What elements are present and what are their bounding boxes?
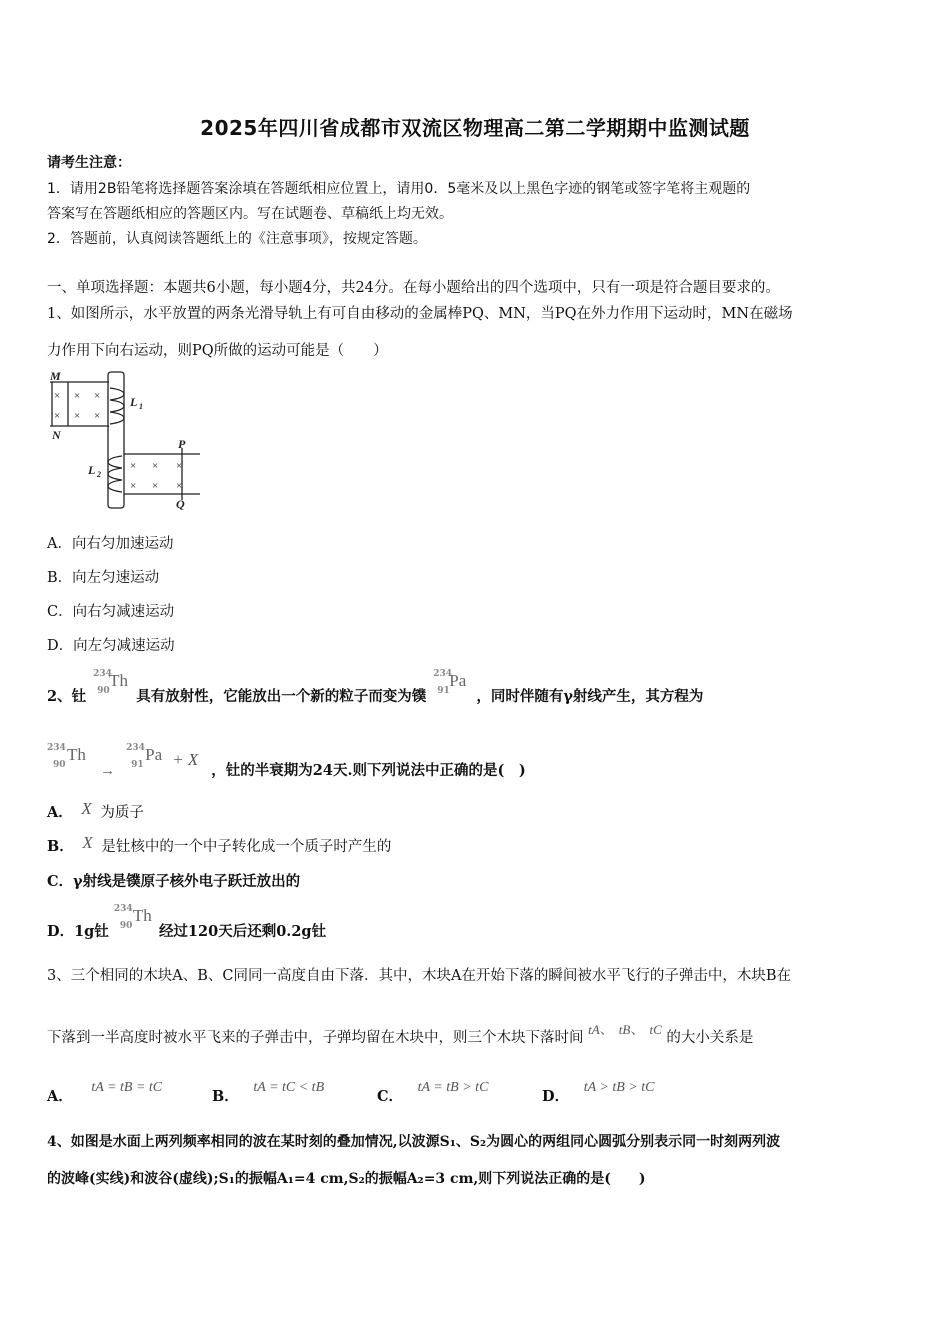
page-title: 2025年四川省成都市双流区物理高二第二学期期中监测试题 bbox=[200, 116, 750, 140]
q3-stem-line-2 bbox=[47, 1022, 754, 1047]
q3-option-d-expr: tA > tB > tC bbox=[583, 1080, 655, 1095]
q2-option-b-label: B． bbox=[47, 838, 74, 855]
notice-line-2: 答案写在答题纸相应的答题区内。写在试题卷、草稿纸上均无效。 bbox=[47, 206, 453, 222]
q2-option-d-pre: D．1g钍 bbox=[47, 923, 109, 940]
q3-option-a bbox=[47, 1080, 163, 1106]
q3-option-b-expr: tA = tC < tB bbox=[253, 1080, 325, 1095]
q3-option-b bbox=[212, 1080, 325, 1106]
q1-stem-line-2: 力作用下向右运动，则PQ所做的运动可能是（ ） bbox=[47, 343, 388, 359]
eq-plus: + bbox=[173, 750, 183, 769]
q2-option-d bbox=[47, 904, 327, 941]
q1-circuit-figure bbox=[44, 368, 206, 510]
eq-pa-z: 91 bbox=[131, 760, 144, 770]
q3-option-a-label: A． bbox=[47, 1088, 73, 1105]
q2-option-a bbox=[47, 801, 144, 822]
q3-sep-1: 、 bbox=[599, 1022, 615, 1038]
eq-pa-mass: 234 bbox=[126, 743, 145, 753]
eq-pa bbox=[126, 743, 168, 775]
q3-option-c-expr: tA = tB > tC bbox=[417, 1080, 489, 1095]
d-th-symbol: Th bbox=[132, 906, 152, 925]
q3-stem-line-1: 3、三个相同的木块A、B、C同同一高度自由下落．其中，木块A在开始下落的瞬间被水平飞行的子弹击中，木块B在 bbox=[47, 968, 792, 984]
eq-th-mass: 234 bbox=[47, 743, 66, 753]
pa-mass: 234 bbox=[433, 669, 453, 679]
pa-z: 91 bbox=[437, 686, 450, 696]
eq-arrow: → bbox=[100, 763, 116, 779]
q3-sep-2: 、 bbox=[630, 1022, 645, 1038]
d-th-mass: 234 bbox=[113, 904, 133, 914]
nuclide-pa bbox=[431, 669, 471, 701]
eq-th-z: 90 bbox=[53, 760, 66, 770]
q2-option-a-text: 为质子 bbox=[100, 805, 144, 821]
q4-stem-line-1: 4、如图是水面上两列频率相同的波在某时刻的叠加情况,以波源S₁、S₂为圆心的两组同心圆弧分别表示同一时刻两列波 bbox=[47, 1134, 781, 1150]
field-cross: × bbox=[152, 480, 159, 492]
field-cross: × bbox=[130, 460, 137, 472]
q2-option-b-x: X bbox=[82, 833, 93, 852]
th-mass: 234 bbox=[93, 669, 112, 679]
field-cross: × bbox=[54, 410, 61, 422]
label-L1-sub: 1 bbox=[139, 402, 143, 411]
q4-stem-line-2: 的波峰(实线)和波谷(虚线);S₁的振幅A₁=4 cm,S₂的振幅A₂=3 cm,则下列说法正确的是( ) bbox=[47, 1171, 646, 1187]
q2-option-d-th bbox=[113, 904, 154, 936]
q2-option-a-x: X bbox=[81, 799, 92, 818]
q2-option-d-post: 经过120天后还剩0.2g钍 bbox=[158, 923, 327, 940]
q3-option-d-label: D． bbox=[542, 1088, 570, 1105]
eq-th-symbol: Th bbox=[67, 745, 86, 764]
q2-suffix: ，同时伴随有γ射线产生，其方程为 bbox=[476, 688, 704, 705]
field-cross: × bbox=[74, 390, 81, 402]
q1-option-a: A．向右匀加速运动 bbox=[47, 536, 174, 552]
q2-option-a-label: A． bbox=[47, 804, 73, 821]
section-heading: 一、单项选择题：本题共6小题，每小题4分，共24分。在每小题给出的四个选项中，只有一项是符合题目要求的。 bbox=[47, 280, 780, 296]
field-cross: × bbox=[94, 410, 101, 422]
notice-heading: 请考生注意： bbox=[47, 155, 131, 171]
label-L2: L bbox=[88, 463, 96, 477]
label-N: N bbox=[52, 428, 61, 442]
notice-line-3: 2．答题前，认真阅读答题纸上的《注意事项》，按规定答题。 bbox=[47, 231, 427, 247]
notice-line-1: 1．请用2B铅笔将选择题答案涂填在答题纸相应位置上，请用0．5毫米及以上黑色字迹的钢笔或签字笔将主观题的 bbox=[47, 181, 751, 197]
th-z: 90 bbox=[97, 686, 110, 696]
label-Q: Q bbox=[176, 497, 185, 510]
q3-tB: tB bbox=[618, 1022, 631, 1037]
q3-option-a-expr: tA = tB = tC bbox=[91, 1080, 163, 1095]
q1-stem-line-1: 1、如图所示，水平放置的两条光滑导轨上有可自由移动的金属棒PQ、MN，当PQ在外力作用下运动时，MN在磁场 bbox=[47, 306, 793, 322]
q3-line2-post: 的大小关系是 bbox=[666, 1030, 754, 1046]
q3-option-d bbox=[542, 1080, 655, 1106]
label-L1: L bbox=[130, 395, 138, 409]
field-cross: × bbox=[94, 390, 101, 402]
field-cross: × bbox=[176, 460, 183, 472]
label-L2-sub: 2 bbox=[97, 470, 101, 479]
field-cross: × bbox=[74, 410, 81, 422]
nuclide-th bbox=[91, 669, 131, 701]
eq-pa-symbol: Pa bbox=[145, 745, 163, 764]
q1-option-b: B．向左匀速运动 bbox=[47, 570, 160, 586]
th-symbol: Th bbox=[109, 671, 129, 690]
label-P: P bbox=[178, 437, 186, 451]
q2-option-c: C．γ射线是镤原子核外电子跃迁放出的 bbox=[47, 873, 301, 890]
q2-prefix: 2、钍 bbox=[47, 688, 87, 705]
q3-option-b-label: B． bbox=[212, 1088, 239, 1105]
q1-option-d: D．向左匀减速运动 bbox=[47, 638, 175, 654]
d-th-z: 90 bbox=[119, 921, 133, 931]
q2-option-b-text: 是钍核中的一个中子转化成一个质子时产生的 bbox=[101, 839, 392, 855]
field-cross: × bbox=[130, 480, 137, 492]
q1-option-c: C．向右匀减速运动 bbox=[47, 604, 175, 620]
q3-option-c-label: C． bbox=[377, 1088, 404, 1105]
q3-tA: tA bbox=[588, 1022, 600, 1037]
q2-stem bbox=[47, 669, 704, 706]
field-cross: × bbox=[176, 480, 183, 492]
field-cross: × bbox=[152, 460, 159, 472]
eq-x: X bbox=[187, 750, 199, 769]
q3-tC: tC bbox=[649, 1022, 662, 1037]
label-M: M bbox=[50, 369, 61, 383]
field-cross: × bbox=[54, 390, 61, 402]
q2-mid: 具有放射性，它能放出一个新的粒子而变为镤 bbox=[136, 688, 427, 705]
pa-symbol: Pa bbox=[449, 671, 467, 690]
q3-line2-pre: 下落到一半高度时被水平飞来的子弹击中，子弹均留在木块中，则三个木块下落时间 bbox=[47, 1030, 584, 1046]
q3-option-c bbox=[377, 1080, 489, 1106]
q2-eq-tail: ，钍的半衰期为24天.则下列说法中正确的是( ) bbox=[211, 762, 526, 779]
q2-equation-line bbox=[47, 743, 526, 780]
eq-th bbox=[47, 743, 91, 775]
q2-option-b bbox=[47, 835, 391, 856]
